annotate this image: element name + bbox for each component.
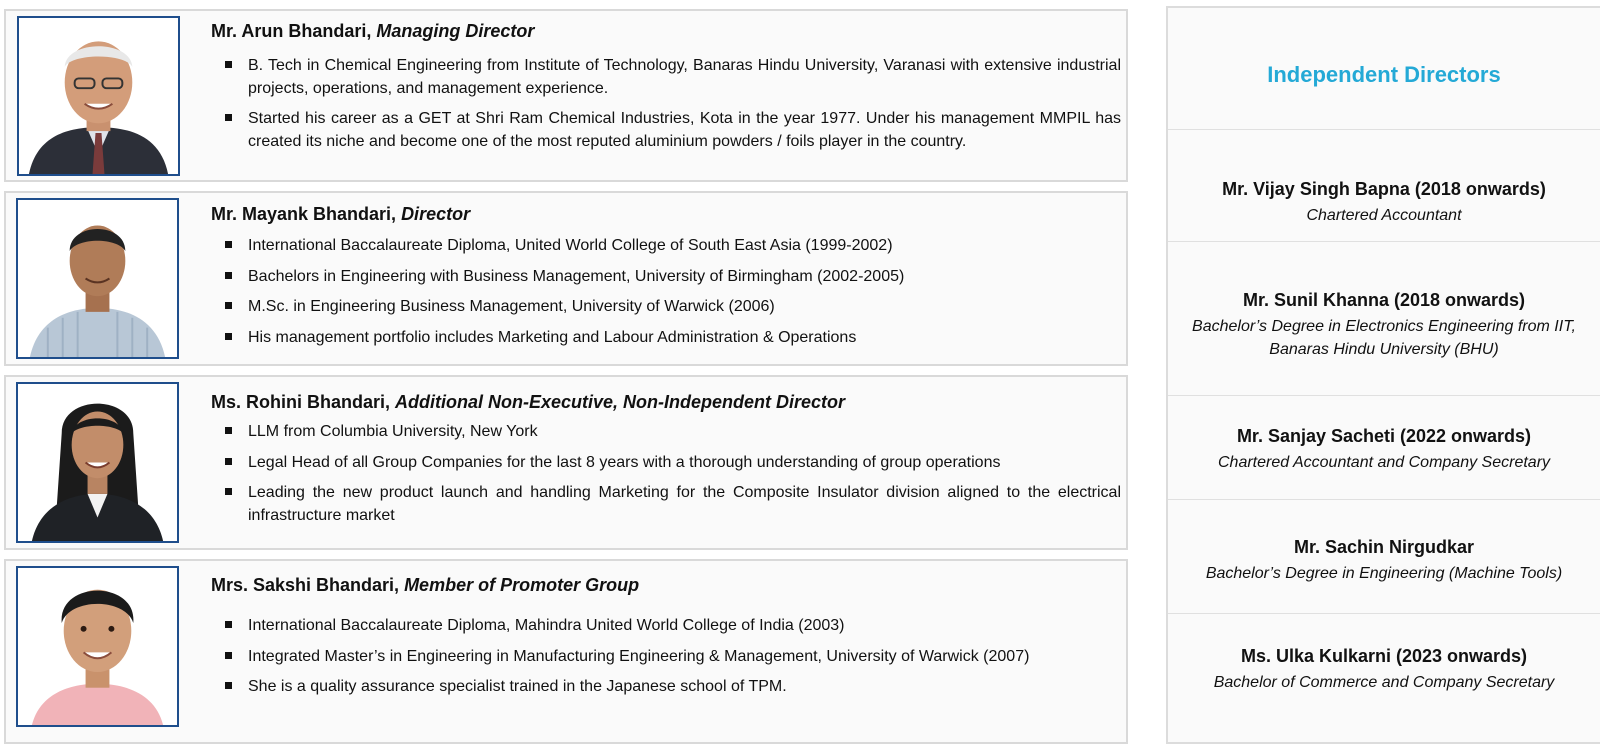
square-bullet-icon [225,61,232,68]
list-item: Legal Head of all Group Companies for the last 8 years with a thorough understanding of group operations [211,452,1121,475]
director-name: Mr. Mayank Bhandari, Director [211,204,471,224]
director-role: Managing Director [376,21,535,41]
list-item: Leading the new product launch and handling Marketing for the Composite Insulator division aligned to the electrical infrastructure market [211,482,1121,527]
director-role: Director [401,204,471,224]
square-bullet-icon [225,488,232,495]
panel-header [1168,8,1600,130]
director-qualification: Chartered Accountant and Company Secretary [1217,454,1551,471]
list-item: International Baccalaureate Diploma, United World College of South East Asia (1999-2002) [211,235,1121,258]
director-name: Ms. Ulka Kulkarni (2023 onwards) [1240,646,1528,666]
list-item: Started his career as a GET at Shri Ram Chemical Industries, Kota in the year 1977. Under his management MMPIL has created its niche and become one of the most reputed aluminium powders / foils player in the country. [211,108,1121,153]
list-item: Integrated Master’s in Engineering in Manufacturing Engineering & Management, University of Warwick (2007) [211,646,1121,669]
square-bullet-icon [225,427,232,434]
director-qualification: Bachelor’s Degree in Engineering (Machine Tools) [1205,565,1563,582]
director-name: Mr. Sachin Nirgudkar [1293,537,1475,557]
director-name: Mr. Sunil Khanna (2018 onwards) [1242,290,1526,310]
independent-director-row [1168,242,1600,396]
list-item: She is a quality assurance specialist trained in the Japanese school of TPM. [211,676,1121,699]
director-role: Member of Promoter Group [404,575,640,595]
independent-director-row [1168,500,1600,614]
independent-director-row [1168,396,1600,500]
director-name: Mr. Arun Bhandari, Managing Director [211,21,535,41]
list-item: International Baccalaureate Diploma, Mahindra United World College of India (2003) [211,615,1121,638]
qualification-list [211,235,1121,357]
list-item: LLM from Columbia University, New York [211,421,1121,444]
director-qualification: Bachelor of Commerce and Company Secretary [1213,674,1555,691]
director-name: Ms. Rohini Bhandari, Additional Non-Executive, Non-Independent Director [211,392,846,412]
qualification-list [211,421,1121,535]
director-card-mayank [4,191,1128,366]
panel-title: Independent Directors [1267,62,1501,87]
director-qualification: Bachelor’s Degree in Electronics Engineering from IIT, Banaras Hindu University (BHU) [1192,318,1576,358]
square-bullet-icon [225,272,232,279]
director-name: Mrs. Sakshi Bhandari, Member of Promoter Group [211,575,640,595]
square-bullet-icon [225,621,232,628]
qualification-list [211,55,1121,161]
independent-directors-panel [1166,6,1600,744]
list-item: M.Sc. in Engineering Business Management, University of Warwick (2006) [211,296,1121,319]
list-item: His management portfolio includes Marketing and Labour Administration & Operations [211,327,1121,350]
square-bullet-icon [225,302,232,309]
square-bullet-icon [225,241,232,248]
independent-director-row [1168,614,1600,742]
qualification-list [211,615,1121,707]
portrait-photo [16,382,179,543]
portrait-photo [16,566,179,727]
director-card-sakshi [4,559,1128,744]
director-name: Mr. Sanjay Sacheti (2022 onwards) [1236,426,1532,446]
list-item: B. Tech in Chemical Engineering from Institute of Technology, Banaras Hindu University, Varanasi with extensive industrial projects, operations, and management experience. [211,55,1121,100]
square-bullet-icon [225,682,232,689]
director-role: Additional Non-Executive, Non-Independent Director [395,392,846,412]
director-card-rohini [4,375,1128,550]
independent-director-row [1168,130,1600,242]
list-item: Bachelors in Engineering with Business Management, University of Birmingham (2002-2005) [211,266,1121,289]
director-qualification: Chartered Accountant [1306,207,1462,224]
director-name: Mr. Vijay Singh Bapna (2018 onwards) [1222,179,1546,199]
square-bullet-icon [225,333,232,340]
portrait-photo [16,198,179,359]
director-card-arun [4,9,1128,182]
square-bullet-icon [225,652,232,659]
square-bullet-icon [225,458,232,465]
square-bullet-icon [225,114,232,121]
portrait-photo [17,16,180,176]
